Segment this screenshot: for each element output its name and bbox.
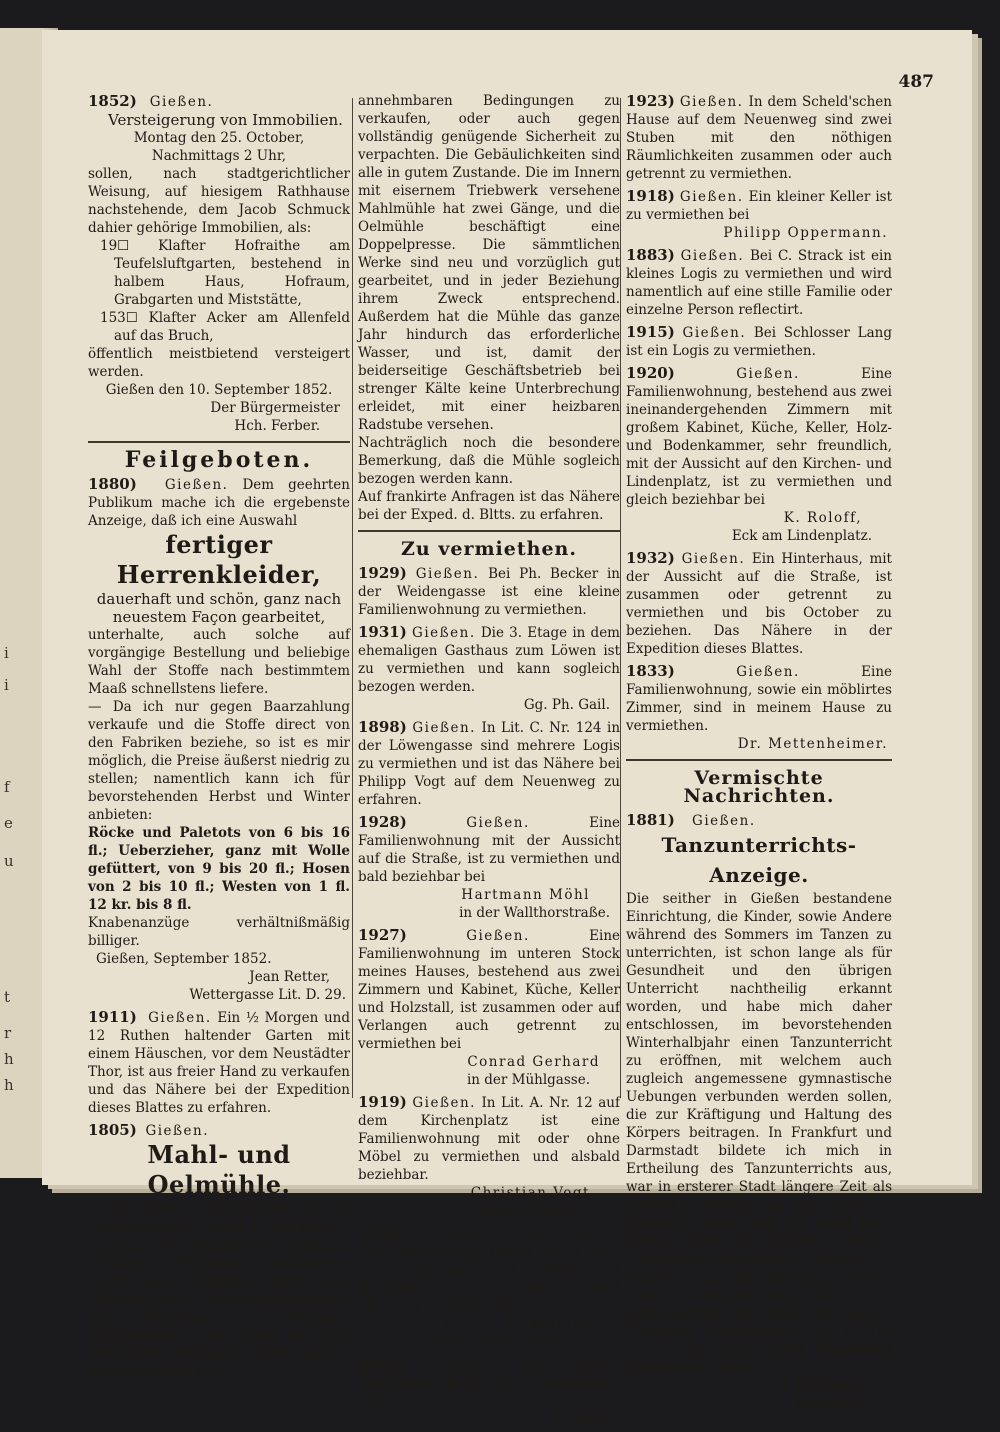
ad-1918 [626, 187, 892, 242]
ad-1921 [358, 1355, 620, 1428]
ad-number: 1928) [358, 813, 407, 831]
signer: B. Ganß. [550, 1411, 610, 1427]
ad-number: 1920) [626, 364, 675, 382]
ad-number: 1932) [626, 549, 675, 567]
ad-1916 [358, 1224, 620, 1351]
ad-place: Gießen. [149, 94, 214, 110]
ad-1911 [88, 1008, 350, 1117]
signer-address: in der Traube. [482, 1203, 580, 1219]
ad-number: 1833) [626, 662, 675, 680]
ad-1929 [358, 564, 620, 619]
ad-text: In Lit. A. Nr. 12 auf dem Kirchenplatz ist eine Familienwohnung mit oder ohne Möbel zu vermiethen und alsbald beziehbar. [358, 1095, 620, 1183]
ad-text: Die 3. Etage in dem ehemaligen Gasthaus zum Löwen ist zu vermiethen und kann sogleich bezogen werden. [358, 625, 620, 695]
ad-text: Die seither in Gießen bestandene Einrichtung, die Kinder, sowie Andere während des Sommers im Tanzen zu unterrichten, ist schon lange als für Gesundheit und den übrigen Unterricht nachtheilig erkannt worden, und habe mich daher entschlossen, im bevorstehenden Winterhalbjahr einen Tanzunterricht zu eröffnen, mit welchem auch zugleich angemessene gymnastische Uebungen verbunden werden sollen, die zur Kräftigung und Haltung des Körpers beitragen. In Frankfurt und Darmstadt bildete ich mich in Ertheilung des Tanzunterrichts aus, war in ersterer Stadt längere Zeit als Hilfslehrer thätig, und darf daher die Hoffnung hegen, daß mir recht viele hiesige Eltern ihre Kinder zu diesem Unterrichte anvertrauen. Mit dem 11. October wird der Unterricht seinen Anfang nehmen und bitte ich Anmeldungen bis dahin in meiner Wohnung, Weidengasse Lit. B. Nr. 79½, in der Heyer'schen Behausung abgeben zu wollen. [626, 891, 892, 1375]
ad-text: Auf frankirte Anfragen ist das Nähere bei der Exped. d. Bltts. zu erfahren. [358, 489, 620, 523]
ad-text: Eine Familienwohnung mit der Aussicht auf die Straße, ist zu vermiethen und bald beziehbar bei [358, 815, 620, 885]
fragment: h [4, 1050, 14, 1068]
section-heading: Vermischte Nachrichten. [683, 767, 835, 807]
ad-text: Knabenanzüge verhältnißmäßig billiger. [88, 915, 350, 949]
ad-1920 [626, 364, 892, 545]
ad-place: Gießen. [466, 815, 530, 831]
ad-number: 1915) [626, 323, 675, 341]
ad-1805-continued [358, 92, 620, 524]
ad-text: In dem Scheld'schen Hause auf dem Neuenweg sind zwei Stuben mit den nöthigen Räumlichkeiten zusammen oder auch getrennt zu vermiethen. [626, 94, 892, 182]
ad-title: Versteigerung von Immobilien. [108, 111, 343, 129]
ad-place: Gießen. [415, 566, 480, 582]
page-number: 487 [898, 72, 934, 92]
fragment: r [4, 1024, 12, 1042]
dateline: Gießen den 10. September 1852. [105, 382, 333, 398]
ad-number: 1898) [358, 718, 407, 736]
ad-text: Ein Hinterhaus, mit der Aussicht auf die Straße, ist zusammen oder getrennt zu vermiethen und bis October zu beziehen. Das Nähere in der Expedition dieses Blattes. [626, 551, 892, 657]
signer-address: in der Wallthorstraße. [459, 905, 610, 921]
column-divider [352, 98, 353, 1098]
ad-text: In Lit. C. Nr. 124 in der Löwengasse sind mehrere Logis zu vermiethen und ist das Nähere bei Philipp Vogt auf dem Neuenweg zu erfahren. [358, 720, 621, 808]
ad-place: Gießen. [692, 813, 756, 829]
fragment: t [4, 988, 11, 1006]
ad-1883 [626, 246, 892, 319]
auction-date: Montag den 25. October, [133, 130, 305, 146]
ad-place: Gießen. [681, 551, 746, 567]
fragment: f [4, 778, 10, 796]
section-rule [358, 530, 620, 532]
ad-headline: fertiger Herrenkleider, [116, 530, 322, 589]
ad-text: Eine Familienwohnung, sowie ein möblirtes Zimmer, sind in meinem Hause zu vermiethen. [626, 664, 892, 734]
ad-place: Gießen. [412, 720, 476, 736]
ad-subline: neuestem Façon gearbeitet, [112, 608, 326, 626]
signer-office: Der Bürgermeister [210, 400, 340, 416]
ad-number: 1927) [358, 926, 407, 944]
signer-address: Wettergasse Lit. D. 29. [189, 987, 346, 1003]
fragment: u [4, 852, 14, 870]
ad-place: Gießen. [433, 1357, 498, 1373]
ad-number: 1918) [626, 187, 675, 205]
ad-place: Gießen. [679, 94, 744, 110]
ad-1919 [358, 1093, 620, 1220]
ad-number: 1931) [358, 623, 407, 641]
price-offer: Röcke und Paletots von 6 bis 16 fl.; Ueberzieher, ganz mit Wolle gefüttert, von 9 bis 20 fl.; Hosen von 2 bis 10 fl.; Westen von 1 fl. 12 kr. bis 8 fl. [88, 825, 350, 913]
ad-headline: Tanzunterrichts-Anzeige. [661, 833, 857, 887]
ad-place: Gießen. [679, 189, 744, 205]
ad-text: Eine Familienwohnung im unteren Stock meines Hauses, bestehend aus zwei Zimmern und Kabinet, Küche, Keller und Holzstall, ist zusammen oder auf Verlangen auch getrennt zu vermiethen bei [358, 928, 620, 1052]
signer: Christian Vogt [470, 1185, 590, 1201]
signer: Conrad Gerhard [467, 1054, 600, 1070]
signer-title: Turnlehrer. [794, 1395, 872, 1411]
ad-number: 1916) [358, 1224, 407, 1242]
signer: Dr. Mettenheimer. [737, 736, 888, 752]
ad-place: Gießen. [736, 664, 800, 680]
ad-place: Gießen. [682, 325, 747, 341]
signer: Gg. Ph. Gail. [523, 697, 610, 713]
ad-1927 [358, 926, 620, 1089]
signer: Hch. Ferber. [234, 418, 320, 434]
ad-place: Gießen. [164, 477, 229, 493]
ad-text: Nachträglich noch die besondere Bemerkung, daß die Mühle sogleich bezogen werden kann. [358, 435, 620, 487]
ad-text: Ein großer geräumiger Keller ist zu vermiethen bei [358, 1357, 621, 1409]
ad-number: 1852) [88, 92, 137, 110]
ad-text: Ein kleiner Keller ist zu vermiethen bei [626, 189, 892, 223]
ad-1923 [626, 92, 892, 183]
ad-text: Eine kleine Familienwohnung, bestehend in einer Stube, Kammer, Küche, Keller und Holzplatz, ist zu vermiethen und gleich zu beziehen bei [358, 1226, 620, 1314]
ad-text: sollen, nach stadtgerichtlicher Weisung, auf hiesigem Rathhause nachstehende, dem Jacob Schmuck dahier gehörige Immobilien, als: [88, 166, 350, 236]
signer: Daniel Weißmüller [443, 1316, 596, 1332]
ad-1928 [358, 813, 620, 922]
ad-number: 1805) [88, 1121, 137, 1139]
ad-place: Gießen. [432, 1226, 497, 1242]
ad-1833 [626, 662, 892, 753]
ad-place: Gießen. [412, 625, 476, 641]
section-rule [626, 759, 892, 761]
signer-address: in der Katharinengasse. [426, 1334, 590, 1350]
section-heading: Zu vermiethen. [401, 538, 577, 560]
ad-place: Gießen. [412, 1095, 476, 1111]
ad-text: Bei Schlosser Lang ist ein Logis zu vermiethen. [626, 325, 893, 359]
ad-headline: Mahl- und Oelmühle. [147, 1140, 291, 1199]
ad-place: Gießen. [466, 928, 530, 944]
signer: Hartmann Möhl [461, 887, 590, 903]
ad-text: annehmbaren Bedingungen zu verkaufen, oder auch gegen vollständig genügende Sicherheit zu verpachten. Die Gebäulichkeiten sind alle in gutem Zustande. Die im Innern mit eisernem Triebwerk versehene Mahlmühle hat zwei Gänge, und die Oelmühle beschäftigt eine Doppelpresse. Die sämmtlichen Werke sind neu und vorzüglich gut gearbeitet, und in jeder Beziehung ihrem Zweck entsprechend. Außerdem hat die Mühle das ganze Jahr hindurch das erforderliche Wasser, und ist, damit der beiderseitige Geschäftsbetrieb bei strenger Kälte keine Unterbrechung erleidet, mit einer heizbaren Radstube versehen. [358, 93, 620, 433]
column-2 [358, 92, 620, 1432]
ad-text: Eine Familienwohnung, bestehend aus zwei ineinandergehenden Zimmern mit großem Kabinet, Küche, Keller, Holz- und Bodenkammer, sehr freundlich, mit der Aussicht auf den Kirchen- und Lindenplatz, ist zu vermiethen und gleich beziehbar bei [626, 366, 892, 508]
signer: K. Roloff, [783, 510, 862, 526]
section-rule [88, 441, 350, 443]
newspaper-page [42, 30, 972, 1427]
ad-number: 1929) [358, 564, 407, 582]
ad-1880 [88, 475, 350, 1004]
ad-number: 1923) [626, 92, 675, 110]
signer: Philipp Oppermann. [723, 225, 888, 241]
property-item: 153☐ Klafter Acker am Allenfeld auf das Bruch, [100, 310, 350, 344]
ad-number: 1919) [358, 1093, 407, 1111]
ad-number: 1883) [626, 246, 675, 264]
signer-address: in der Mühlgasse. [466, 1072, 590, 1088]
ad-text: Dem geehrten Publikum mache ich die ergebenste Anzeige, daß ich eine Auswahl [88, 477, 350, 529]
column-divider [620, 98, 621, 1098]
property-item: 19☐ Klafter Hofraithe am Teufelsluftgarten, bestehend in halbem Haus, Hofraum, Grabgarten und Miststätte, [100, 238, 350, 308]
section-heading: Feilgeboten. [124, 447, 314, 473]
ad-1881 [626, 811, 892, 1412]
ad-place: Gießen. [736, 366, 800, 382]
ad-1805 [88, 1121, 350, 1380]
dateline: Gießen, September 1852. [96, 951, 272, 967]
ad-text: unterhalte, auch solche auf vorgängige Bestellung und beliebige Wahl der Stoffe nach bestimmtem Maaß schnellstens liefere. [88, 627, 350, 697]
column-1 [88, 92, 350, 1384]
ad-text: — Da ich nur gegen Baarzahlung verkaufe und die Stoffe direct von den Fabriken beziehe, so ist es mir möglich, die Preise äußerst niedrig zu stellen; namentlich kann ich für bevorstehenden Herbst und Winter anbieten: [88, 699, 350, 823]
signer-address: Eck am Lindenplatz. [731, 528, 872, 544]
ad-number: 1911) [88, 1008, 137, 1026]
signer: C. Rübsamen, [777, 1377, 872, 1393]
ad-text: Ein ½ Morgen und 12 Ruthen haltender Garten mit einem Häuschen, vor dem Neustädter Thor, ist aus freier Hand zu verkaufen und das Nähere bei der Expedition dieses Blattes zu erfahren. [88, 1010, 350, 1116]
ad-1915 [626, 323, 892, 360]
ad-subline: dauerhaft und schön, ganz nach [96, 590, 342, 608]
ad-1898 [358, 718, 620, 809]
ad-text: Bei Ph. Becker in der Weidengasse ist eine kleine Familienwohnung zu vermiethen. [358, 566, 620, 618]
fragment: e [4, 814, 13, 832]
signer: Jean Retter, [249, 969, 330, 985]
column-3 [626, 92, 892, 1416]
fragment: i [4, 676, 9, 694]
ad-closing: öffentlich meistbietend versteigert werden. [88, 346, 350, 380]
ad-text: In der Provinz Oberhessen, in der Umgegend von Frankfurt und Hanau, ist eine mit geräumigem großen 2 stöckigen Wohnhaus verbundene Mahl- und Oelmühle nebst den erforderlichen Oeconomiegebäuden und ohngefähr 10 Morgen, größtentheils in der Nähe des Orts gelegenem, vorzüglich gutem Garten- und Ackerland, unter [88, 1201, 350, 1379]
ad-place: Gießen. [680, 248, 745, 264]
ad-1932 [626, 549, 892, 658]
ad-text: Bei C. Strack ist ein kleines Logis zu vermiethen und wird namentlich auf eine stille Familie oder einzelne Person reflectirt. [626, 248, 892, 318]
fragment: i [4, 644, 9, 662]
ad-place: Gießen. [148, 1010, 212, 1026]
fragment: h [4, 1076, 14, 1094]
ad-number: 1880) [88, 475, 137, 493]
ad-1931 [358, 623, 620, 714]
ad-number: 1881) [626, 811, 675, 829]
ad-number: 1921) [358, 1355, 407, 1373]
ad-1852 [88, 92, 350, 435]
auction-time: Nachmittags 2 Uhr, [151, 148, 287, 164]
ad-place: Gießen. [145, 1123, 210, 1139]
